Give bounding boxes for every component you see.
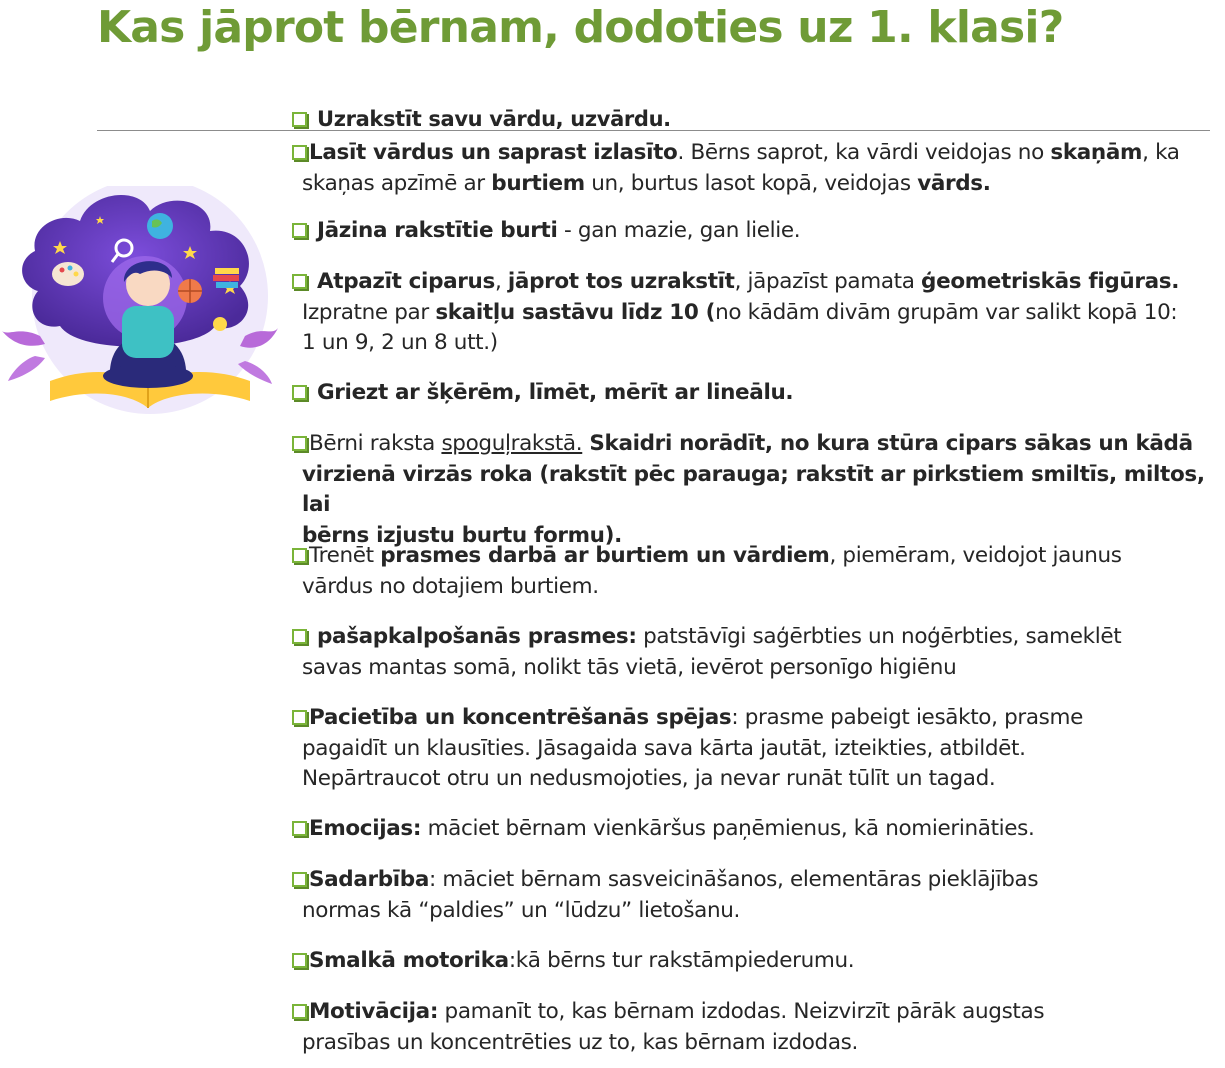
text-segment: pamanīt to, kas bērnam izdodas. Neizvirzīt pārāk augstas: [438, 999, 1045, 1024]
bold-text: Pacietība un koncentrēšanās spējas: [309, 705, 732, 730]
checklist-line: [292, 169, 1222, 200]
checkbox-icon: [292, 436, 307, 451]
text-segment: :kā bērns tur rakstāmpiederumu.: [508, 948, 855, 973]
bold-text: skaitļu sastāvu līdz 10 (: [435, 299, 716, 325]
checklist-line: [292, 572, 1222, 603]
text-segment: . Bērns saprot, ka vārdi veidojas no: [677, 140, 1051, 165]
checkbox-icon: [292, 953, 307, 968]
child-reading-illustration: [0, 186, 280, 426]
bold-text: jāprot tos uzrakstīt: [507, 269, 735, 294]
text-segment: no kādām divām grupām var salikt kopā 10:: [715, 299, 1178, 325]
checklist-line: [292, 865, 1222, 896]
checkbox-icon: [292, 274, 307, 289]
text-segment: 1 un 9, 2 un 8 utt.): [302, 330, 498, 355]
bold-text: virzienā virzās roka (rakstīt pēc parauga; rakstīt ar pirkstiem smiltīs, miltos, lai: [302, 461, 1205, 517]
checkbox-icon: [292, 548, 307, 563]
checklist-item: [292, 946, 1222, 977]
text-segment: patstāvīgi saģērbties un noģērbties, sameklēt: [636, 624, 1122, 649]
bold-text: skaņām: [1050, 140, 1143, 165]
page-title: Kas jāprot bērnam, dodoties uz 1. klasi?: [97, 2, 1064, 53]
checklist-line: [292, 1028, 1222, 1059]
text-segment: ,: [494, 269, 508, 294]
bold-text: Jāzina rakstītie burti: [317, 218, 558, 243]
bold-text: Smalkā motorika: [309, 948, 509, 973]
checklist-line: [292, 814, 1222, 845]
bold-text: prasmes darbā ar burtiem un vārdiem: [380, 543, 830, 568]
bold-text: pašapkalpošanās prasmes:: [317, 624, 637, 649]
checkbox-icon: [292, 112, 307, 127]
checklist-line: [292, 298, 1222, 329]
checklist-item: [292, 104, 1222, 135]
checkbox-icon: [292, 145, 307, 160]
text-segment: , ka: [1142, 140, 1180, 165]
checklist-line: [292, 622, 1222, 653]
bold-text: Uzrakstīt savu vārdu, uzvārdu.: [317, 107, 671, 131]
checklist-item: [292, 814, 1222, 845]
checklist-item: [292, 216, 1222, 247]
checkbox-icon: [292, 629, 307, 644]
checklist-line: [292, 653, 1222, 684]
checklist-item: [292, 378, 1222, 409]
text-segment: vārdus no dotajiem burtiem.: [302, 573, 599, 599]
text-segment: savas mantas somā, nolikt tās vietā, ievērot personīgo higiēnu: [302, 654, 957, 680]
text-segment: : prasme pabeigt iesākto, prasme: [731, 705, 1084, 730]
checkbox-icon: [292, 872, 307, 887]
checklist-line: [292, 138, 1222, 169]
checkbox-icon: [292, 821, 307, 836]
checklist-line: [292, 267, 1222, 298]
text-segment: un, burtus lasot kopā, veidojas: [584, 170, 918, 196]
checkbox-icon: [292, 223, 307, 238]
checklist-item: [292, 541, 1222, 602]
checklist-line: [292, 734, 1222, 765]
bold-text: Motivācija:: [309, 999, 439, 1024]
checklist-line: [292, 764, 1222, 795]
text-segment: Trenēt: [309, 543, 381, 568]
underlined-text: spoguļrakstā.: [441, 431, 583, 456]
checklist-line: [292, 104, 1222, 135]
text-segment: : māciet bērnam sasveicināšanos, elementāras pieklājības: [429, 867, 1039, 892]
bold-text: ģeometriskās figūras.: [921, 269, 1180, 294]
text-segment: skaņas apzīmē ar: [302, 170, 492, 196]
bold-text: Lasīt vārdus un saprast izlasīto: [309, 140, 678, 165]
bold-text: Emocijas:: [309, 816, 422, 841]
checklist-item: [292, 138, 1222, 199]
text-segment: pagaidīt un klausīties. Jāsagaida sava kārta jautāt, izteikties, atbildēt.: [302, 735, 1026, 761]
bold-text: burtiem: [491, 170, 585, 196]
checklist-line: [292, 946, 1222, 977]
text-segment: māciet bērnam vienkāršus paņēmienus, kā nomierināties.: [421, 816, 1035, 841]
bold-text: Atpazīt ciparus: [317, 269, 495, 294]
checklist-item: [292, 622, 1222, 683]
checklist-line: [292, 460, 1222, 521]
checklist-line: [292, 328, 1222, 359]
checkbox-icon: [292, 1004, 307, 1019]
text-segment: normas kā “paldies” un “lūdzu” lietošanu.: [302, 897, 741, 923]
text-segment: , jāpazīst pamata: [734, 269, 922, 294]
checklist-item: [292, 997, 1222, 1058]
bold-text: Griezt ar šķērēm, līmēt, mērīt ar lineālu.: [317, 380, 794, 405]
text-segment: prasības un koncentrēties uz to, kas bērnam izdodas.: [302, 1029, 859, 1055]
checklist-line: [292, 896, 1222, 927]
bold-text: Sadarbība: [309, 867, 430, 892]
checklist-item: [292, 865, 1222, 926]
checklist-line: [292, 429, 1222, 460]
checkbox-icon: [292, 710, 307, 725]
checklist-line: [292, 541, 1222, 572]
text-segment: - gan mazie, gan lielie.: [557, 218, 801, 243]
checklist-line: [292, 216, 1222, 247]
checklist-item: [292, 429, 1222, 551]
checklist-line: [292, 703, 1222, 734]
text-segment: , piemēram, veidojot jaunus: [829, 543, 1122, 568]
checklist-line: [292, 997, 1222, 1028]
bold-text: bērns izjustu burtu formu).: [302, 522, 622, 548]
text-segment: Izpratne par: [302, 299, 436, 325]
checklist-item: [292, 703, 1222, 795]
bold-text: Skaidri norādīt, no kura stūra cipars sākas un kādā: [582, 431, 1193, 456]
text-segment: Bērni raksta: [309, 431, 442, 456]
checklist-item: [292, 267, 1222, 359]
checkbox-icon: [292, 385, 307, 400]
text-segment: Nepārtraucot otru un nedusmojoties, ja nevar runāt tūlīt un tagad.: [302, 766, 996, 791]
bold-text: vārds.: [917, 170, 991, 196]
checklist-line: [292, 378, 1222, 409]
